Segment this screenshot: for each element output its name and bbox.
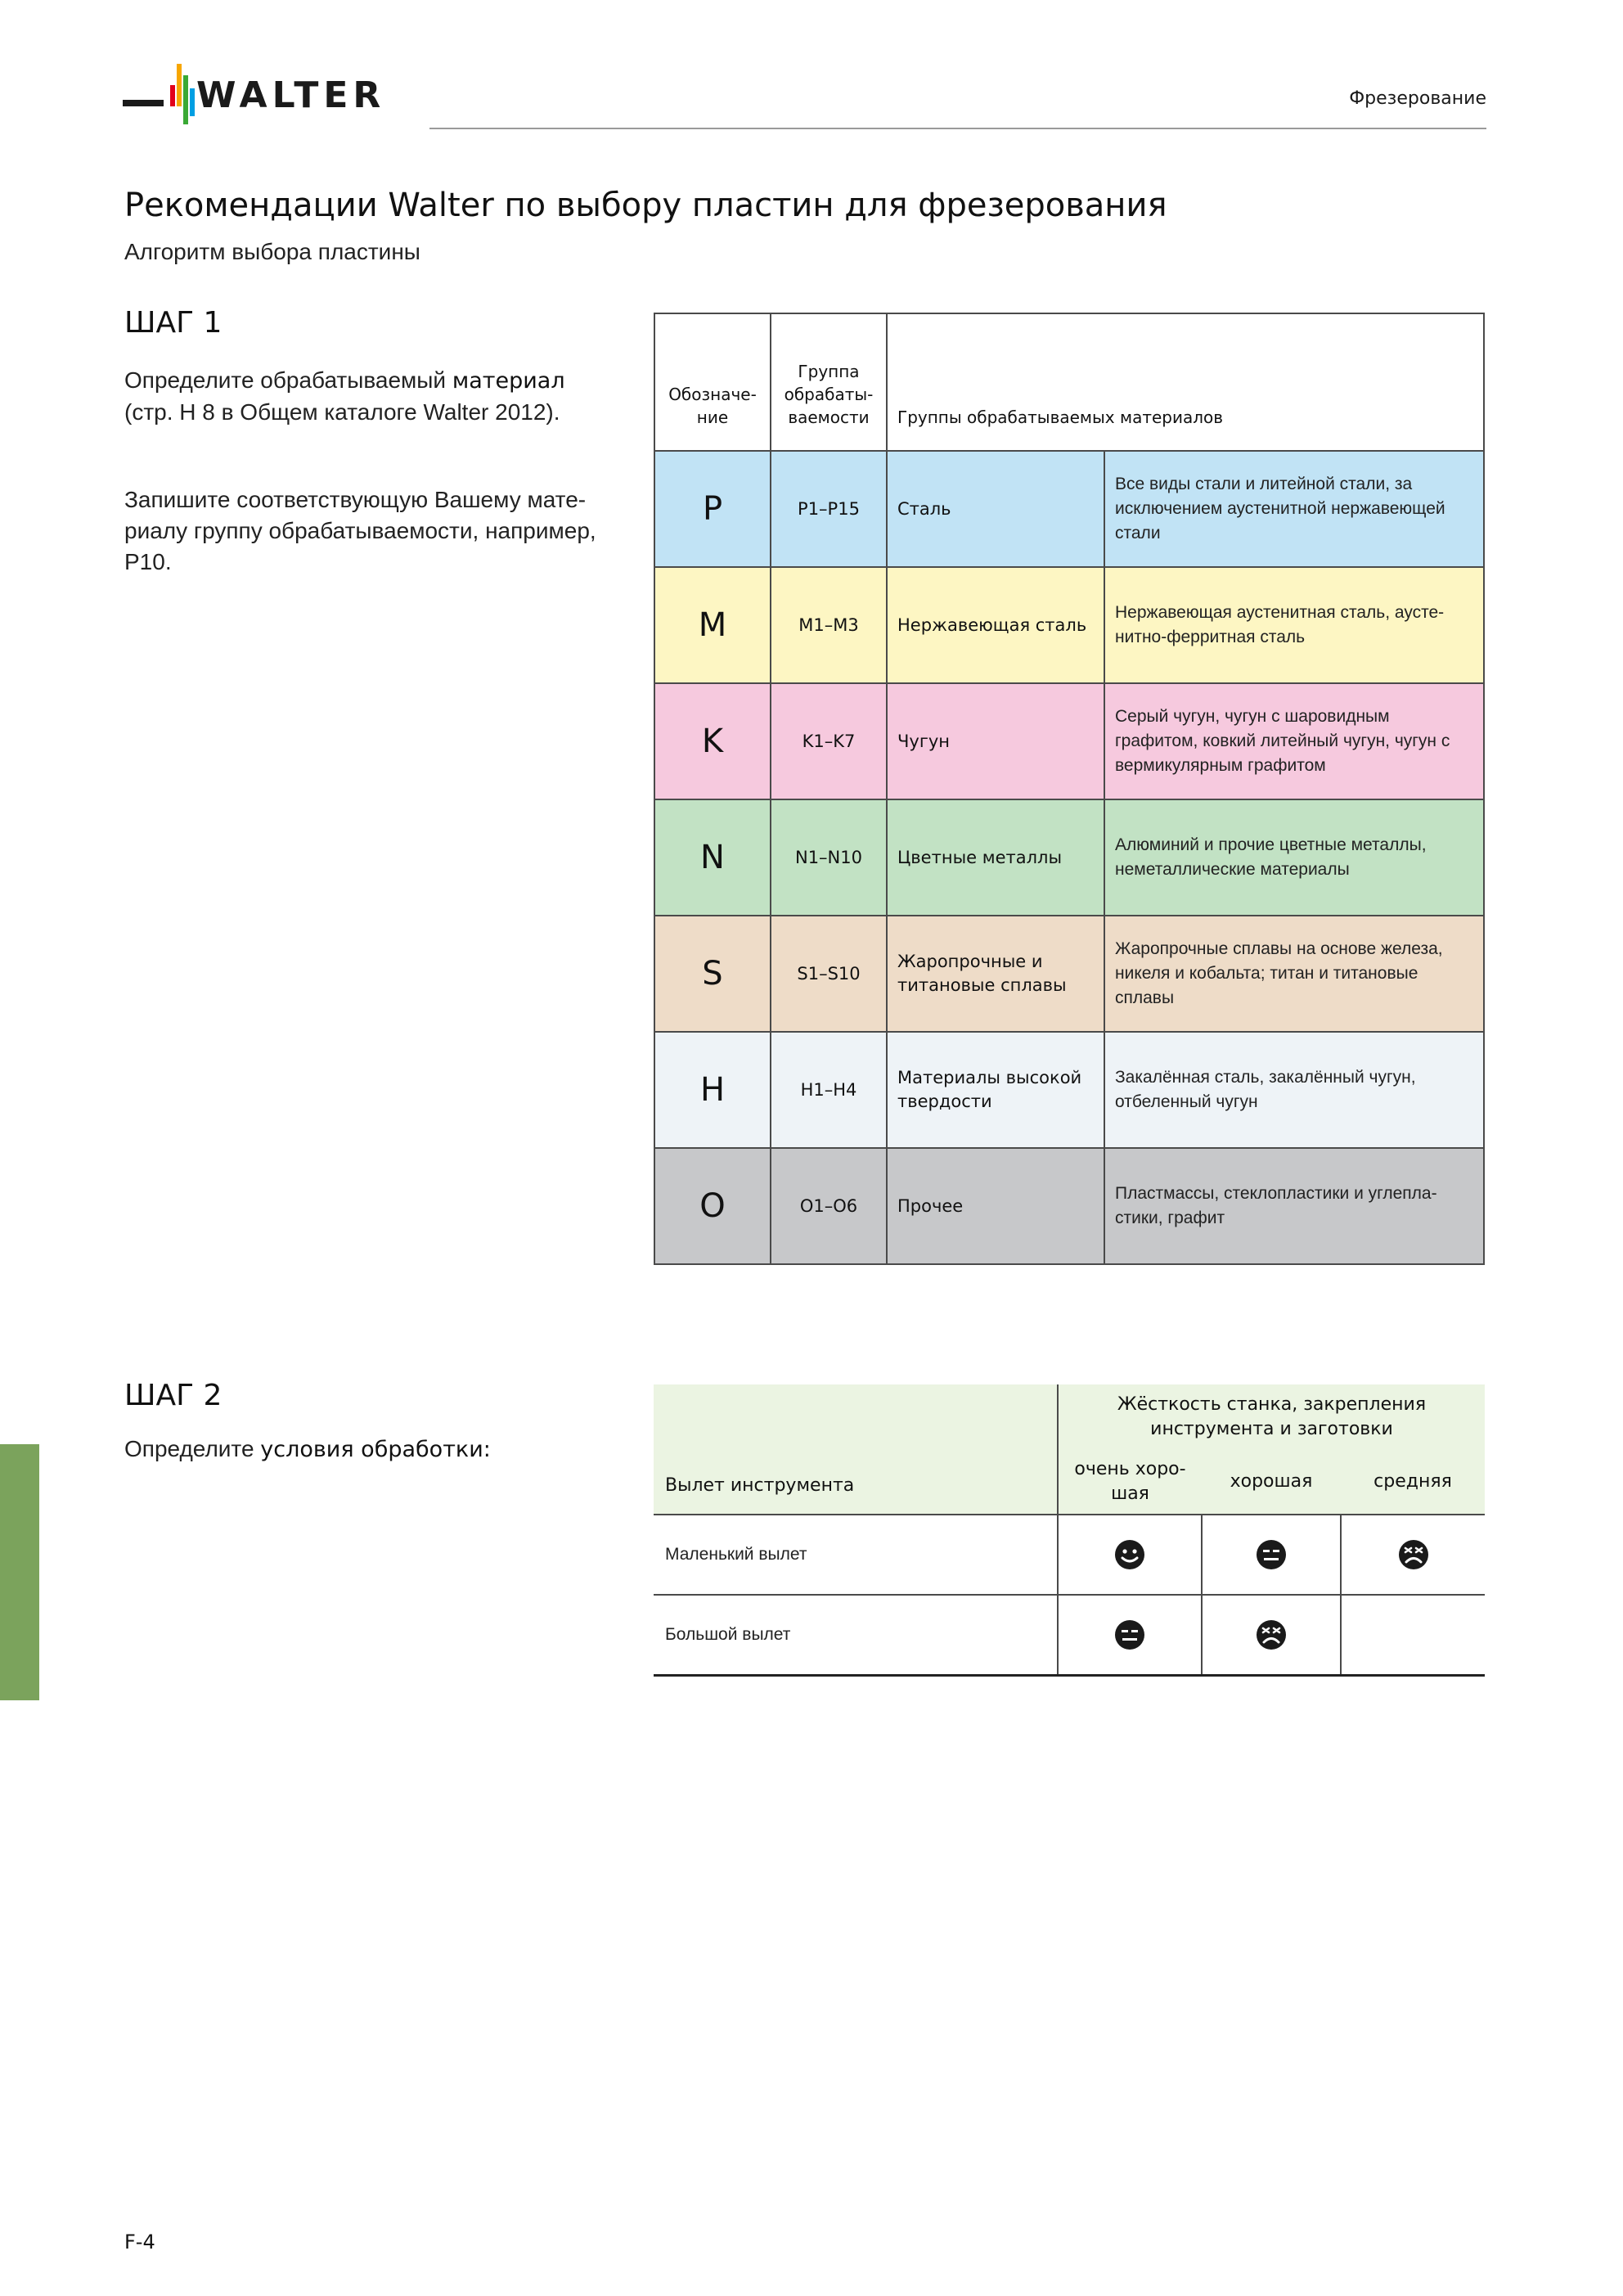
material-name: Прочее <box>887 1148 1104 1264</box>
neutral-face-icon <box>1113 1618 1146 1651</box>
material-name: Нержавеющая сталь <box>887 567 1104 683</box>
page-subtitle: Алгоритм выбора пластины <box>124 239 420 264</box>
material-description: Закалённая сталь, закалённый чугун, отбеленный чугун <box>1104 1032 1484 1148</box>
material-row-k <box>654 683 1484 799</box>
material-row-h <box>654 1032 1484 1148</box>
material-row-p <box>654 451 1484 567</box>
material-letter: O <box>654 1148 771 1264</box>
machinability-range: O1–O6 <box>771 1148 887 1264</box>
machining-conditions-table <box>654 1384 1485 1677</box>
neutral-face-icon <box>1255 1538 1288 1571</box>
material-description: Все виды стали и литейной стали, за исключением аустенитной нержавеющей стали <box>1104 451 1484 567</box>
step2-instruction <box>124 1434 648 1465</box>
step2-emphasis: условия обработки: <box>260 1437 491 1462</box>
step1-emphasis: материал <box>452 368 565 394</box>
header-materials: Группы обрабатываемых материалов <box>887 313 1484 451</box>
overhang-row <box>654 1515 1485 1595</box>
material-description: Пластмассы, стеклопластики и углепла-стики, графит <box>1104 1148 1484 1264</box>
page-number: F-4 <box>124 2231 155 2253</box>
step1-heading: ШАГ 1 <box>124 306 223 340</box>
material-letter: P <box>654 451 771 567</box>
material-table-header <box>654 313 1484 451</box>
material-letter: M <box>654 567 771 683</box>
rating-cell <box>1341 1515 1485 1595</box>
material-row-m <box>654 567 1484 683</box>
material-name: Цветные металлы <box>887 799 1104 916</box>
material-name: Материалы высокой твердости <box>887 1032 1104 1148</box>
header-rule <box>429 128 1486 129</box>
conditions-header-top <box>654 1384 1485 1450</box>
rating-cell <box>1058 1515 1202 1595</box>
material-row-n <box>654 799 1484 916</box>
rating-cell <box>1058 1595 1202 1676</box>
machinability-range: P1–P15 <box>771 451 887 567</box>
bad-face-icon <box>1397 1538 1430 1571</box>
material-row-s <box>654 916 1484 1032</box>
material-description: Алюминий и прочие цветные металлы, неметаллические материалы <box>1104 799 1484 916</box>
brand-wordmark: WALTER <box>196 74 386 116</box>
chapter-tab <box>0 1444 39 1700</box>
step1-note: Запишите соответствующую Вашему мате-риалу группу обрабатываемости, например, P10. <box>124 487 596 574</box>
machinability-range: M1–M3 <box>771 567 887 683</box>
col-very-good: очень хоро-шая <box>1058 1450 1202 1515</box>
col-good: хорошая <box>1230 1471 1313 1492</box>
machinability-range: H1–H4 <box>771 1032 887 1148</box>
header-group: Группа обрабаты-ваемости <box>771 313 887 451</box>
material-name: Жаропрочные и титановые сплавы <box>887 916 1104 1032</box>
machinability-range: S1–S10 <box>771 916 887 1032</box>
step2-text: Определите <box>124 1436 261 1461</box>
machinability-range: N1–N10 <box>771 799 887 916</box>
header-code: Обозначе-ние <box>654 313 771 451</box>
material-row-o <box>654 1148 1484 1264</box>
step2-heading: ШАГ 2 <box>124 1379 223 1412</box>
material-table-body <box>654 451 1484 1264</box>
page-title: Рекомендации Walter по выбору пластин для фрезерования <box>124 187 1167 224</box>
overhang-label: Большой вылет <box>654 1595 1058 1676</box>
material-description: Серый чугун, чугун с шаровидным графитом, ковкий литейный чугун, чугун с вермикулярным графитом <box>1104 683 1484 799</box>
overhang-label: Маленький вылет <box>654 1515 1058 1595</box>
material-description: Жаропрочные сплавы на основе железа, никеля и кобальта; титан и титановые сплавы <box>1104 916 1484 1032</box>
material-letter: H <box>654 1032 771 1148</box>
material-letter: S <box>654 916 771 1032</box>
col-medium: средняя <box>1373 1471 1452 1492</box>
machinability-range: K1–K7 <box>771 683 887 799</box>
material-name: Чугун <box>887 683 1104 799</box>
step1-instruction <box>124 365 615 428</box>
rating-cell <box>1341 1595 1485 1676</box>
material-letter: K <box>654 683 771 799</box>
step1-reference: (стр. H 8 в Общем каталоге Walter 2012). <box>124 399 560 425</box>
material-letter: N <box>654 799 771 916</box>
material-name: Сталь <box>887 451 1104 567</box>
overhang-header: Вылет инструмента <box>665 1475 855 1496</box>
bad-face-icon <box>1255 1618 1288 1651</box>
overhang-row <box>654 1595 1485 1676</box>
step1-text: Определите обрабатываемый <box>124 367 452 393</box>
material-description: Нержавеющая аустенитная сталь, аусте-нитно-ферритная сталь <box>1104 567 1484 683</box>
section-label: Фрезерование <box>1349 88 1486 109</box>
material-groups-table <box>654 313 1485 1265</box>
rating-cell <box>1202 1595 1341 1676</box>
rigidity-header: Жёсткость станка, закрепления инструмента и заготовки <box>1058 1384 1485 1450</box>
conditions-table-body <box>654 1515 1485 1676</box>
rating-cell <box>1202 1515 1341 1595</box>
good-face-icon <box>1113 1538 1146 1571</box>
